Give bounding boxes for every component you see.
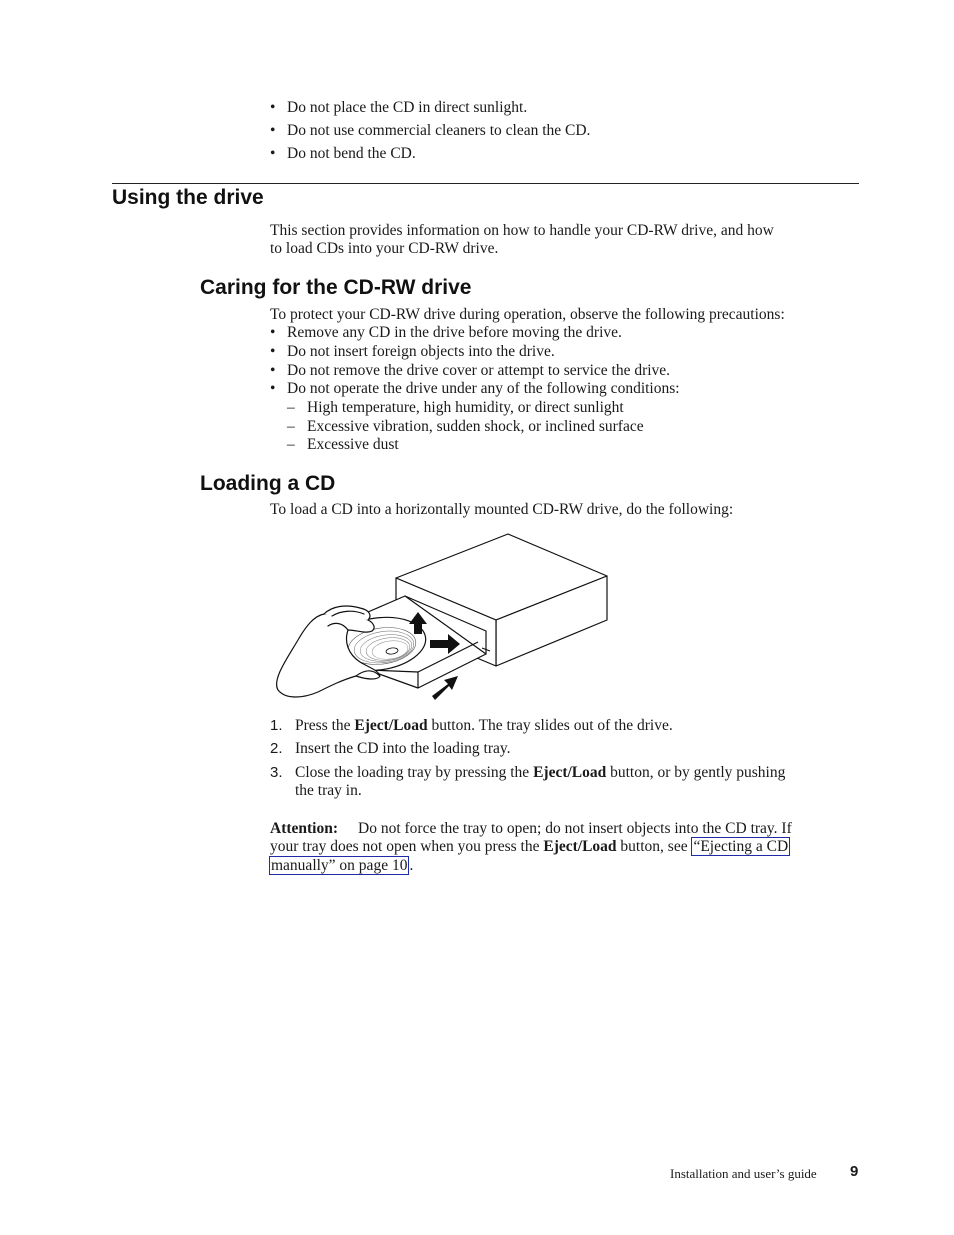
section-heading-loading-a-cd: Loading a CD (200, 472, 336, 495)
cd-loading-illustration (268, 530, 613, 705)
section-divider (112, 183, 859, 184)
paragraph-line: To protect your CD-RW drive during operation, observe the following precautions: (270, 306, 785, 323)
section-heading-caring: Caring for the CD-RW drive (200, 276, 472, 299)
paragraph-line: your tray does not open when you press the Eject/Load button, see “Ejecting a CD (270, 838, 789, 855)
attention-label: Attention: (270, 820, 339, 837)
ejecting-cd-link[interactable]: “Ejecting a CD (693, 838, 789, 855)
list-item: 2. Insert the CD into the loading tray. (270, 740, 511, 757)
paragraph-line: Do not force the tray to open; do not insert objects into the CD tray. If (358, 820, 792, 837)
paragraph-line: to load CDs into your CD-RW drive. (270, 240, 499, 257)
section-heading-using-the-drive: Using the drive (112, 186, 264, 209)
list-item-continuation: the tray in. (295, 782, 362, 799)
list-item: 3. Close the loading tray by pressing the Eject/Load button, or by gently pushing (270, 764, 786, 781)
paragraph-line: This section provides information on how to handle your CD-RW drive, and how (270, 222, 774, 239)
footer-title: Installation and user’s guide (670, 1166, 817, 1181)
page-number: 9 (850, 1163, 859, 1180)
list-item: 1. Press the Eject/Load button. The tray slides out of the drive. (270, 717, 673, 734)
ejecting-cd-link-continued[interactable]: manually” on page 10 (271, 857, 408, 874)
paragraph-line: To load a CD into a horizontally mounted CD-RW drive, do the following: (270, 501, 734, 518)
paragraph-line: manually” on page 10 . (271, 857, 414, 874)
